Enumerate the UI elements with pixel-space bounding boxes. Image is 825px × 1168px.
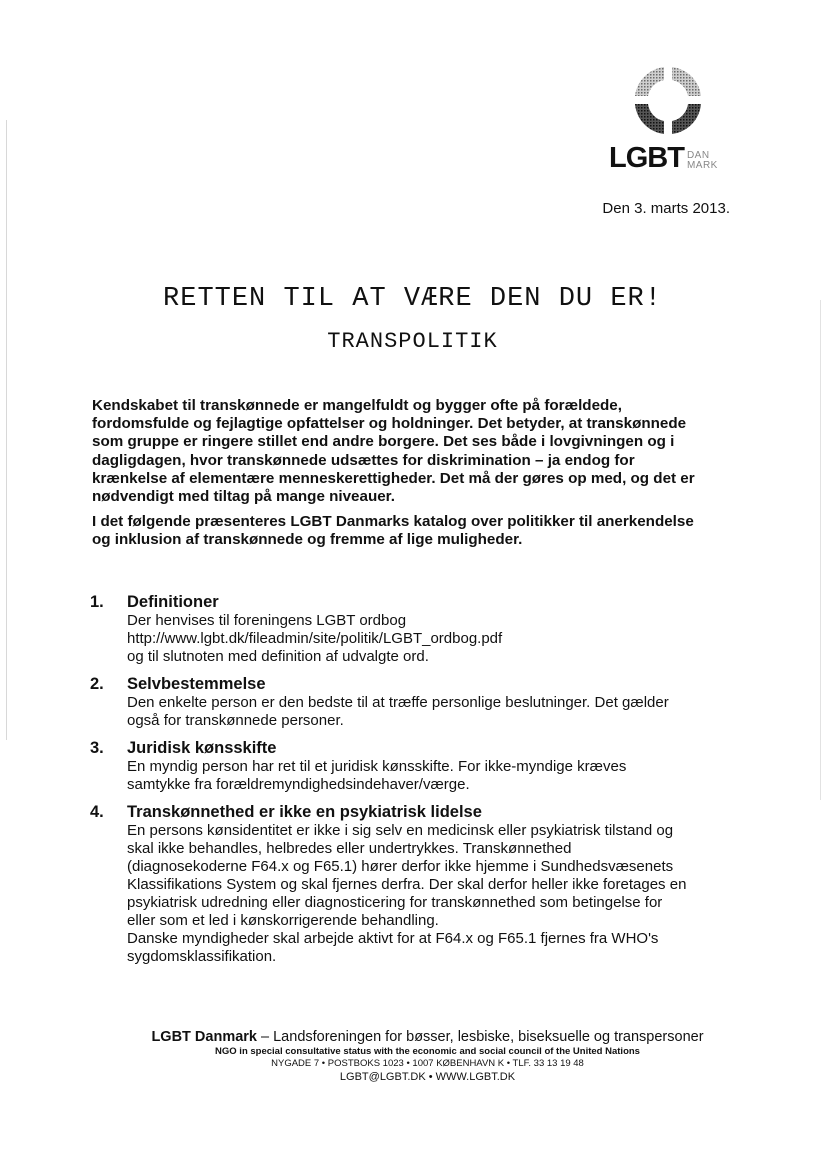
intro-line: fordomsfulde og fejlagtige opfattelser og holdninger. Det betyder, at transkønnede [92,415,687,433]
section-line: sygdomsklassifikation. [127,948,277,965]
footer-address: NYGADE 7 • POSTBOKS 1023 • 1007 KØBENHAVN K • TLF. 33 13 19 48 [271,1058,584,1069]
section-juridisk-koensskifte [90,738,730,794]
logo-wordmark [609,144,718,173]
section-line: Den enkelte person er den bedste til at træffe personlige beslutninger. Det gælder [127,694,669,711]
section-title: Selvbestemmelse [127,675,266,693]
intro-line: krænkelse af elementære menneskerettigheder. Det må der gøres op med, og det er [92,469,695,487]
section-body [127,738,730,794]
logo-small-text [687,151,718,171]
document-subtitle: TRANSPOLITIK [327,329,498,354]
document-date: Den 3. marts 2013. [602,200,730,217]
section-title: Definitioner [127,593,219,611]
section-title: Transkønnethed er ikke en psykiatrisk lidelse [127,803,482,821]
footer-ngo-status: NGO in special consultative status with the economic and social council of the United Nations [215,1046,640,1057]
intro-paragraph-2 [92,513,732,549]
footer-org [30,1029,825,1046]
section-line: En persons kønsidentitet er ikke i sig selv en medicinsk eller psykiatrisk tilstand og [127,822,674,839]
section-line: (diagnosekoderne F64.x og F65.1) hører derfor ikke hjemme i Sundhedsvæsenets [127,858,674,875]
section-body [127,802,730,966]
section-line: Danske myndigheder skal arbejde aktivt for at F64.x og F65.1 fjernes fra WHO's [127,930,659,947]
section-number: 3. [90,739,104,757]
letterhead-footer [0,1029,825,1084]
section-number: 1. [90,593,104,611]
section-line: og til slutnoten med definition af udvalgte ord. [127,648,429,665]
section-line: skal ikke behandles, helbredes eller undertrykkes. Transkønnethed [127,840,572,857]
intro-text [92,397,732,557]
section-number: 2. [90,675,104,693]
section-body [127,674,730,730]
footer-contact: LGBT@LGBT.DK • WWW.LGBT.DK [339,1071,516,1083]
section-title: Juridisk kønsskifte [127,739,277,757]
document-title: RETTEN TIL AT VÆRE DEN DU ER! [163,284,662,314]
section-psykiatrisk-lidelse [90,802,730,966]
logo-small-top: DAN [686,150,710,161]
section-line: også for transkønnede personer. [127,712,344,729]
scan-edge-right [820,300,821,800]
section-line: eller som et led i kønskorrigerende behandling. [127,912,439,929]
section-line: psykiatrisk udredning eller diagnosticering for transkønnethed som betingelse for [127,894,663,911]
intro-paragraph-1 [92,397,732,506]
section-line: samtykke fra forældremyndighedsindehaver/værge. [127,776,470,793]
section-body [127,592,730,666]
section-definitioner [90,592,730,666]
section-number: 4. [90,803,104,821]
scan-edge-left [6,120,7,740]
lgbt-danmark-logo [605,62,730,174]
section-line: Klassifikations System og skal fjernes derfra. Der skal derfor heller ikke foretages en [127,876,687,893]
footer-org-desc: – Landsforeningen for bøsser, lesbiske, biseksuelle og transpersoner [257,1029,704,1045]
section-selvbestemmelse [90,674,730,730]
ordbog-link[interactable]: http://www.lgbt.dk/fileadmin/site/politik/LGBT_ordbog.pdf [127,630,503,647]
logo-small-bottom: MARK [686,160,718,171]
lgbt-circle-logo-icon [623,62,713,142]
intro-line: dagligdagen, hvor transkønnede udsættes for diskrimination – ja endog for [92,451,635,469]
policy-sections [90,592,730,974]
intro-line: I det følgende præsenteres LGBT Danmarks katalog over politikker til anerkendelse [92,513,694,531]
logo-word: LGBT [609,142,684,174]
intro-line: Kendskabet til transkønnede er mangelfuldt og bygger ofte på forældede, [92,397,622,414]
footer-org-name: LGBT Danmark [151,1029,257,1045]
section-line: Der henvises til foreningens LGBT ordbog [127,612,407,629]
section-line: En myndig person har ret til et juridisk kønsskifte. For ikke-myndige kræves [127,758,627,775]
intro-line: nødvendigt med tiltag på mange niveauer. [92,488,395,506]
intro-line: som gruppe er ringere stillet end andre borgere. Det ses både i lovgivningen og i [92,433,675,451]
intro-line: og inklusion af transkønnede og fremme af lige muligheder. [92,531,523,549]
